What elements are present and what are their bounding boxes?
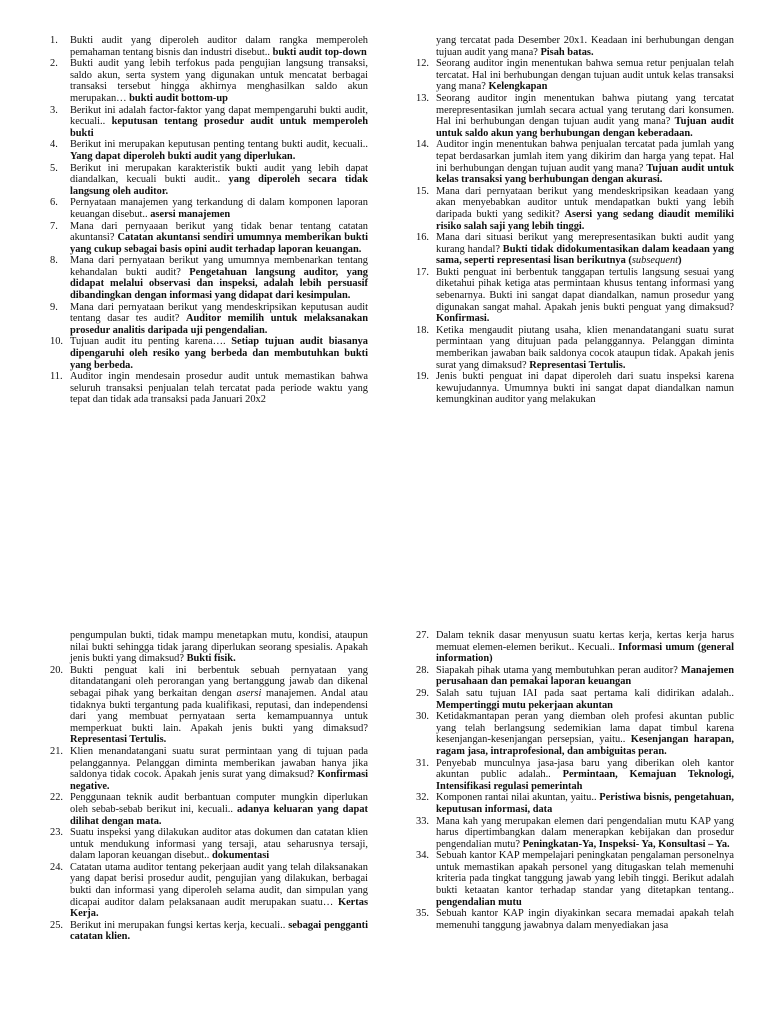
question-item	[50, 792, 368, 827]
question-text: Dalam teknik dasar menyusun suatu kertas kerja, kertas kerja harus memuat elemen-elemen berikut.. Kecuali..	[436, 630, 734, 653]
question-item	[416, 35, 734, 58]
question-number: 16.	[416, 232, 429, 244]
question-item	[416, 232, 734, 267]
column-top-left	[50, 35, 368, 406]
answer-text: Peningkatan-Ya, Inspeksi- Ya, Konsultasi – Ya.	[522, 838, 730, 850]
question-item	[416, 93, 734, 139]
answer-text: Bukti tidak didokumentasikan dalam keadaan yang sama, seperti representasi lisan berikutnya (	[436, 243, 734, 267]
question-number: 13.	[416, 92, 429, 104]
question-number: 11.	[50, 371, 63, 383]
answer-italic-wrap	[632, 255, 682, 266]
question-number: 7.	[50, 220, 58, 232]
question-number: 18.	[416, 324, 429, 336]
question-item	[416, 688, 734, 711]
answer-text: Tujuan audit untuk saldo akun yang berhubungan dengan keberadaan.	[436, 116, 734, 139]
question-item	[416, 139, 734, 185]
question-number: 25.	[50, 919, 63, 931]
question-number: 17.	[416, 266, 429, 278]
question-number: 12.	[416, 58, 429, 70]
question-number: 32.	[416, 792, 429, 804]
question-text: Berikut ini merupakan fungsi kertas kerja, kecuali..	[70, 919, 289, 931]
question-text: Auditor ingin mendesain prosedur audit untuk memastikan bahwa seluruh transaksi penjualan telah tercatat pada periode waktu yang tepat dan tidak ada transaksi pada Januari 20x2	[70, 371, 368, 406]
column-top-right	[416, 35, 734, 406]
question-item	[416, 711, 734, 757]
question-number: 14.	[416, 139, 429, 151]
question-number: 6.	[50, 197, 58, 209]
question-item	[416, 665, 734, 688]
question-item	[50, 197, 368, 220]
question-item	[416, 58, 734, 93]
answer-text: Auditor memilih untuk melaksanakan prosedur analitis daripada uji pengendalian.	[70, 313, 369, 336]
question-text: Seorang auditor ingin menentukan bahwa semua retur penjualan telah tercatat. Hal ini berhubungan dengan tujuan audit untuk kelas transaksi yang mana?	[436, 58, 734, 93]
answer-text: Kesenjangan harapan, ragam jasa, intraprofesional, dan ambiguitas peran.	[436, 734, 734, 757]
answer-text: Asersi yang sedang diaudit memiliki risiko salah saji yang lebih tinggi.	[436, 208, 734, 232]
question-number: 23.	[50, 827, 63, 839]
question-text: yang tercatat pada Desember 20x1. Keadaan ini berhubungan dengan tujuan audit yang mana?	[436, 35, 734, 58]
question-number: 27.	[416, 630, 429, 641]
question-text-rest: manajemen. Andal atau tidaknya bukti tergantung pada kualifikasi, reputasi, dan independensi dari yang membuat pernyataan serta kemampuannya untuk memperkuat bukti lain. Apakah jenis bukti yang dimaksud?	[70, 687, 369, 734]
question-text: Berikut ini merupakan karakteristik bukti audit yang lebih dapat diandalkan, kecuali bukti audit..	[70, 162, 368, 186]
question-item	[50, 105, 368, 140]
question-text: Mana kah yang merupakan elemen dari pengendalian mutu KAP yang harus dipertimbangkan dalam menerapkan kebijakan dan prosedur pengendalian mutu?	[436, 815, 734, 850]
question-text: Penyebab munculnya jasa-jasa baru yang diberikan oleh kantor akuntan public adalah..	[436, 757, 734, 781]
question-number: 21.	[50, 745, 63, 757]
answer-text: sebagai pengganti catatan klien.	[70, 919, 368, 943]
question-number: 19.	[416, 371, 429, 383]
answer-text: Tujuan audit untuk kelas transaksi yang berhubungan dengan akurasi.	[436, 162, 735, 186]
question-item	[416, 186, 734, 232]
question-text: Bukti audit yang diperoleh auditor dalam rangka memperoleh pemahaman tentang bisnis dan industri disebut..	[70, 35, 368, 58]
question-number: 22.	[50, 792, 63, 804]
question-text: Sebuah kantor KAP mempelajari peningkatan pengalaman personelnya untuk memastikan apakah personel yang ditugaskan telah memenuhi kriteria pada tingkat tanggung jawab yang lebih tinggi. Berikut adalah bukti ketaatan kantor terhadap standar yang ditetapkan tentang..	[436, 850, 734, 897]
question-number: 35.	[416, 908, 429, 920]
question-text: Bukti penguat ini berbentuk tanggapan tertulis langsung sesuai yang diketahui pihak ketiga atas permintaan khusus tentang informasi yang sebenarnya. Bukti ini sangat dapat diandalkan, namun prosedur yang digunakan sangat mahal. Apakah jenis bukti penguat yang dimaksud?	[436, 266, 734, 313]
question-number: 31.	[416, 757, 429, 769]
question-number: 1.	[50, 35, 58, 46]
question-item	[416, 630, 734, 665]
answer-text: adanya keluaran yang dapat dilihat dengan mata.	[70, 803, 368, 827]
column-bottom-left	[50, 630, 368, 943]
question-item	[50, 163, 368, 198]
answer-text: Representasi Tertulis.	[529, 359, 626, 371]
question-item	[50, 255, 368, 301]
question-text: Mana dari pernyataan berikut yang mendeskripsikan keadaan yang akan menyebabkan auditor untuk mendapatkan bukti yang lebih daripada bukti yang sedikit?	[436, 185, 734, 220]
answer-text: Mempertinggi mutu pekerjaan akuntan	[436, 699, 613, 711]
answer-text: Bukti fisik.	[186, 653, 236, 665]
question-item	[416, 325, 734, 371]
question-item	[50, 221, 368, 256]
answer-text: Kelengkapan	[488, 81, 548, 93]
question-number: 4.	[50, 139, 58, 151]
answer-text: asersi manajemen	[150, 208, 231, 220]
question-item	[416, 371, 734, 406]
question-text: Mana dari pernyataan berikut yang mendeskripsikan keputusan audit tentang dasar tes audit?	[70, 301, 368, 325]
question-text: Penggunaan teknik audit berbantuan computer mungkin diperlukan oleh sebab-sebab berikut ini, kecuali..	[70, 792, 368, 815]
question-item	[416, 850, 734, 908]
question-text: Catatan utama auditor tentang pekerjaan audit yang telah dilaksanakan yang dapat berisi prosedur audit, pengujian yang dilakukan, berbagai bukti dan informasi yang diperoleh selama audit, dan simpulan yang dicapai auditor dalam pelaksanaan audit merupakan suatu…	[70, 861, 368, 908]
answer-text: dokumentasi	[211, 850, 270, 862]
answer-text: keputusan tentang prosedur audit untuk memperoleh bukti	[70, 116, 368, 139]
question-text: Jenis bukti penguat ini dapat diperoleh dari suatu inspeksi karena kewujudannya. Umumnya bukti ini sangat dapat diandalkan namun kemungkinan auditor yang melakukan	[436, 371, 734, 406]
answer-text: pengendalian mutu	[436, 896, 522, 908]
question-number: 15.	[416, 185, 429, 197]
question-item	[50, 920, 368, 943]
question-text: Bukti audit yang lebih terfokus pada pengujian langsung transaksi, saldo akun, serta system yang digunakan untuk mencatat berbagai transaksi tersebut hingga akhirnya menghasilkan saldo akun merupakan…	[70, 58, 368, 104]
answer-text: Pengetahuan langsung auditor, yang didapat melalui observasi dan inspeksi, adalah lebih persuasif dibandingkan dengan informasi yang didapat dari kesimpulan.	[70, 266, 368, 302]
answer-text: Konfirmasi.	[436, 313, 490, 325]
answer-text: Yang dapat diperoleh bukti audit yang diperlukan.	[70, 150, 296, 162]
question-item	[50, 139, 368, 162]
question-item	[416, 908, 734, 931]
question-text: Berikut ini merupakan keputusan penting tentang bukti audit, kecuali..	[70, 139, 368, 151]
question-item	[416, 267, 734, 325]
question-number: 2.	[50, 58, 58, 70]
answer-text: Permintaan, Kemajuan Teknologi, Intensifikasi regulasi pemerintah	[436, 769, 734, 792]
answer-text: Peristiwa bisnis, pengetahuan, keputusan informasi, data	[436, 792, 734, 815]
question-item	[50, 58, 368, 104]
question-number: 33.	[416, 815, 429, 827]
question-text: Ketidakmantapan peran yang diemban oleh profesi akuntan public yang telah berlangsung sedemikian lama dapat timbul karena kesenjangan-kesenjangan persepsian, yaitu..	[436, 711, 734, 746]
question-text: Salah satu tujuan IAI pada saat pertama kali didirikan adalah..	[436, 687, 734, 699]
answer-text: Informasi umum (general information)	[436, 641, 735, 665]
question-item	[50, 746, 368, 792]
question-text: Komponen rantai nilai akuntan, yaitu..	[436, 792, 600, 804]
question-text: Bukti penguat kali ini berbentuk sebuah pernyataan yang ditandatangani oleh perorangan yang bertanggung jawab dan dikenal sebagai pihak yang berkaitan dengan	[70, 664, 368, 699]
answer-text: Catatan akuntansi sendiri umumnya memberikan bukti yang cukup sebagai basis opini audit terhadap laporan keuangan.	[70, 232, 368, 255]
answer-text: Representasi Tertulis.	[70, 734, 167, 746]
answer-text-after: )	[678, 255, 682, 267]
question-text: pengumpulan bukti, tidak mampu menetapkan mutu, kondisi, ataupun nilai bukti sehingga tidak jarang diperlukan seorang spesialis. Apakah jenis bukti yang dimaksud?	[70, 630, 368, 665]
question-number: 24.	[50, 861, 63, 873]
question-text: Klien menandatangani suatu surat permintaan yang di tujuan pada pelanggannya. Pelanggan diminta memberikan jawaban hanya jika saldonya tidak cocok. Apakah jenis surat yang dimaksud?	[70, 745, 368, 781]
question-text: Suatu inspeksi yang dilakukan auditor atas dokumen dan catatan klien untuk mendukung informasi yang tersaji, atau seharusnya tersaji, dalam laporan keuangan disebut..	[70, 827, 368, 862]
question-number: 28.	[416, 664, 429, 676]
answer-italic-term: subsequent	[631, 255, 679, 267]
question-item	[50, 35, 368, 58]
question-number: 30.	[416, 711, 429, 723]
question-number: 29.	[416, 687, 429, 699]
question-number: 20.	[50, 664, 63, 676]
answer-text: Pisah batas.	[540, 46, 594, 58]
question-text: Auditor ingin menentukan bahwa penjualan tercatat pada jumlah yang tepat berdasarkan jumlah item yang dikirim dan harga yang tepat. Hal ini berhubungan dengan tujuan audit yang mana?	[436, 139, 734, 174]
question-item	[416, 792, 734, 815]
answer-text: Manajemen perusahaan dan pemakai laporan keuangan	[436, 664, 734, 688]
question-item	[50, 665, 368, 746]
question-text: Seorang auditor ingin menentukan bahwa piutang yang tercatat merepresentasikan jumlah secara actual yang terutang dari konsumen. Hal ini berhubungan dengan tujuan audit yang mana?	[436, 92, 734, 128]
answer-text: bukti audit bottom-up	[129, 92, 228, 104]
question-number: 8.	[50, 255, 58, 267]
question-italic-term: asersi	[236, 687, 262, 699]
question-number: 5.	[50, 162, 58, 174]
question-item	[50, 302, 368, 337]
question-text: Sebuah kantor KAP ingin diyakinkan secara memadai apakah telah memenuhi tanggung jawabnya dalam menyediakan jasa	[436, 908, 734, 931]
question-item	[416, 816, 734, 851]
column-bottom-right	[416, 630, 734, 931]
question-text: Mana dari pernyaaan berikut yang tidak benar tentang catatan akuntansi?	[70, 220, 368, 244]
question-item	[50, 630, 368, 665]
question-text: Ketika mengaudit piutang usaha, klien menandatangani suatu surat permintaan yang ditujuan pada pelanggannya. Pelanggan diminta memberikan jawaban baik saldonya cocok ataupun tidak. Apakah jenis surat yang dimaksud?	[436, 324, 734, 371]
answer-text: Kertas Kerja.	[70, 896, 368, 920]
question-text: Mana dari pernyataan berikut yang umumnya membenarkan tentang kehandalan bukti audit?	[70, 255, 368, 278]
question-number: 9.	[50, 301, 58, 313]
answer-text: Konfirmasi negative.	[70, 769, 368, 792]
question-number: 10.	[50, 336, 63, 348]
question-item	[50, 862, 368, 920]
question-item	[50, 371, 368, 406]
question-number: 34.	[416, 850, 429, 862]
question-text: Mana dari situasi berikut yang merepresentasikan bukti audit yang kurang handal?	[436, 232, 734, 255]
question-text: Tujuan audit itu penting karena….	[70, 336, 232, 348]
question-text: Pernyataan manajemen yang terkandung di dalam komponen laporan keuangan disebut..	[70, 197, 368, 220]
question-text: Siapakah pihak utama yang membutuhkan peran auditor?	[436, 664, 681, 676]
question-text: Berikut ini adalah factor-faktor yang dapat mempengaruhi bukti audit, kecuali..	[70, 104, 368, 128]
answer-text: bukti audit top-down	[272, 46, 367, 58]
question-number: 3.	[50, 104, 58, 116]
answer-text: Setiap tujuan audit biasanya dipengaruhi oleh resiko yang berbeda dan membutuhkan bukti yang berbeda.	[70, 336, 368, 371]
answer-text: yang diperoleh secara tidak langsung oleh auditor.	[70, 174, 369, 197]
question-item	[50, 336, 368, 371]
question-item	[50, 827, 368, 862]
question-item	[416, 758, 734, 793]
